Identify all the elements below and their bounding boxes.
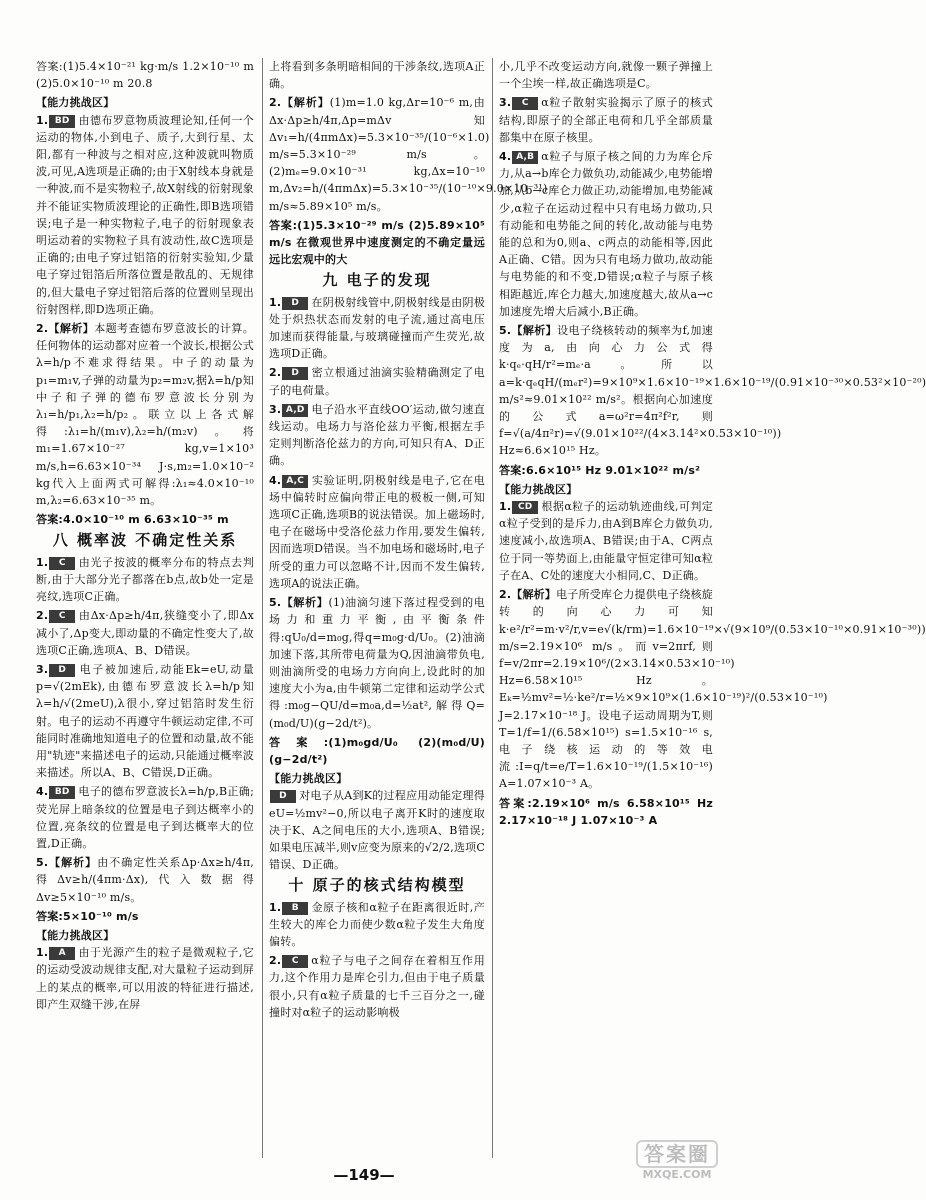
- item-text: 由于光源产生的粒子是微观粒子,它的运动受波动规律支配,对大量粒子运动到屏上的某点的概率,可以用波的特征进行描述,即产生双缝干涉,在屏: [36, 946, 254, 1011]
- answer-tag: A,D: [282, 404, 308, 417]
- question-number: 1.: [269, 295, 282, 309]
- question-item: [269, 472, 485, 592]
- question-item: [36, 607, 254, 659]
- analysis-label: 【解析】: [281, 596, 329, 610]
- question-item: [269, 401, 485, 470]
- answer-tag: BD: [49, 786, 75, 799]
- section-header: 【能力挑战区】: [36, 96, 115, 110]
- answer-line: 答案:(1)m₀gd/U₀ (2)(m₀d/U)(g−2d/t²): [269, 735, 485, 766]
- question-number: 1.: [36, 946, 49, 960]
- item-text: 电子被加速后,动能Ek=eU,动量p=√(2mEk),由德布罗意波长λ=h/p知λ=h/√(2meU),λ很小,穿过铝箔时发生衍射。电子的运动不再遵守牛顿运动定律,不可能同时准确地知道电子的位置和动量,故不能用"轨迹"来描述电子的运动,只能通过概率波来描述。所以A、B、C错误,D正确。: [36, 662, 254, 780]
- question-item: [269, 952, 485, 1021]
- answer-tag: B: [282, 902, 308, 915]
- answer-tag: C: [49, 557, 75, 570]
- question-item: [36, 58, 254, 92]
- column-right: [492, 58, 926, 1158]
- item-text: 由Δx·Δp≥h/4π,狭缝变小了,即Δx减小了,Δp变大,即动量的不确定性变大了,故选项C正确,选项A、B、D错误。: [36, 609, 254, 657]
- watermark-url: MXQE.COM: [642, 1168, 712, 1181]
- answer-tag: D: [49, 664, 75, 677]
- question-item: [269, 294, 485, 363]
- question-number: 4.: [36, 785, 49, 799]
- answer-tag: D: [282, 297, 308, 310]
- item-text: 密立根通过油滴实验精确测定了电子的电荷量。: [269, 366, 485, 397]
- item-text: 由不确定性关系Δp·Δx≥h/4π,得Δv≥h/(4πm·Δx),代入数据得Δv≥5×10⁻¹⁰ m/s。: [36, 856, 254, 904]
- answer-tag: D: [270, 790, 296, 803]
- question-number: 2.: [269, 954, 282, 968]
- section-header: 【能力挑战区】: [269, 772, 348, 786]
- question-number: 3.: [499, 96, 512, 110]
- question-number: 1.: [36, 113, 49, 127]
- question-item: [499, 322, 926, 460]
- item-text: 根据α粒子的运动轨迹曲线,可判定α粒子受到的是斥力,由A到B库仑力做负功,速度减小,故选项A、B错误;由于A、C两点位于同一等势面上,由能量守恒定律可知α粒子在A、C处的速度大小相同,C、D正确。: [499, 500, 713, 582]
- item-text: (1)油滴匀速下落过程受到的电场力和重力平衡,由平衡条件得:qU₀/d=m₀g,得q=m₀g·d/U₀。(2)油滴加速下落,其所带电荷量为Q,因油滴带负电,则油滴所受的电场力方向向上,设此时的加速度大小为a,由牛顿第二定律和运动学公式得:m₀g−QU/d=m₀a,d=½at²,解得Q=(m₀d/U)(g−2d/t²)。: [269, 596, 485, 730]
- question-item: [36, 783, 254, 852]
- item-text: α粒子散射实验揭示了原子的核式结构,即原子的全部正电荷和几乎全部质量都集中在原子核里。: [499, 96, 713, 144]
- answer-tag: C: [512, 97, 538, 110]
- question-number: 3.: [36, 662, 49, 676]
- item-text: 上将看到多条明暗相间的干涉条纹,选项A正确。: [269, 60, 485, 91]
- question-item: [269, 58, 485, 92]
- question-item: [36, 661, 254, 781]
- item-text: 电子沿水平直线OO′运动,做匀速直线运动。电场力与洛伦兹力平衡,根据左手定则判断洛伦兹力的方向,可知只有A、D正确。: [269, 402, 485, 468]
- analysis-label: 【解析】: [281, 96, 330, 110]
- question-item: [269, 787, 485, 873]
- question-item: [499, 58, 713, 92]
- question-number: 5.: [36, 856, 49, 870]
- answer-tag: A: [49, 947, 75, 960]
- question-number: 4.: [499, 150, 512, 164]
- question-item: [269, 594, 485, 732]
- question-number: 5.: [499, 324, 512, 338]
- question-item: [36, 944, 254, 1013]
- question-number: 2.: [499, 588, 512, 602]
- column-left: [36, 58, 254, 1158]
- page-number: —149—: [333, 1166, 395, 1184]
- question-item: [269, 899, 485, 951]
- question-item: [499, 498, 713, 584]
- question-number: 2.: [36, 322, 49, 336]
- question-number: 1.: [36, 555, 49, 569]
- question-item: [499, 586, 926, 792]
- question-number: 2.: [36, 609, 49, 623]
- question-number: 3.: [269, 402, 282, 416]
- watermark-logo: [636, 1140, 718, 1192]
- item-text: (1)m=1.0 kg,Δr=10⁻⁶ m,由Δx·Δp≥h/4π,Δp=mΔv知Δv₁=h/(4πmΔx)=5.3×10⁻³⁵/(10⁻⁶×1.0) m/s=5.3×10⁻²⁹ m/s。(2)mₑ=9.0×10⁻³¹ kg,Δx=10⁻¹⁰ m,Δv₂=h/(4πmΔx)=5.3×10⁻³⁵/(10⁻¹⁰×9.0×10⁻³¹) m/s≈5.89×10⁵ m/s。: [269, 96, 548, 213]
- question-item: [269, 364, 485, 398]
- analysis-label: 【解析】: [48, 322, 95, 336]
- item-text: 本题考查德布罗意波长的计算。任何物体的运动都对应着一个波长,根据公式λ=h/p不难求得结果。中子的动量为p₁=m₁v,子弹的动量为p₂=m₂v,据λ=h/p知中子和子弹的德布罗意波长分别为λ₁=h/p₁,λ₂=h/p₂。联立以上各式解得:λ₁=h/(m₁v),λ₂=h/(m₂v)。将m₁=1.67×10⁻²⁷ kg,v=1×10³ m/s,h=6.63×10⁻³⁴ J·s,m₂=1.0×10⁻² kg代入上面两式可解得:λ₁≈4.0×10⁻¹⁰ m,λ₂=6.63×10⁻³⁵ m。: [36, 322, 254, 508]
- item-text: 实验证明,阴极射线是电子,它在电场中偏转时应偏向带正电的极板一侧,可知选项C正确,选项B的说法错误。加上磁场时,电子在磁场中受洛伦兹力作用,要发生偏转,因而选项D错误。当不加电场和磁场时,电子所受的重力可以忽略不计,因而不发生偏转,选项A的说法正确。: [269, 473, 485, 590]
- answer-tag: BD: [49, 115, 75, 128]
- question-number: 2.: [269, 96, 282, 110]
- answer-tag: A,C: [282, 475, 308, 488]
- item-text: 由光子按波的概率分布的特点去判断,由于大部分光子都落在b点,故b处一定是亮纹,选项C正确。: [36, 555, 254, 604]
- item-text: 电子所受库仑力提供电子绕核旋转的向心力可知k·e²/r²=m·v²/r,v=e√(k/rm)=1.6×10⁻¹⁹×√(9×10⁹/(0.53×10⁻¹⁰×0.91×10⁻³⁰)) m/s=2.19×10⁶ m/s。而v=2πrf,则f=v/2πr=2.19×10⁶/(2×3.14×0.53×10⁻¹⁰) Hz=6.58×10¹⁵ Hz。Eₖ=½mv²=½·ke²/r=½×9×10⁹×(1.6×10⁻¹⁹)²/(0.53×10⁻¹⁰) J=2.17×10⁻¹⁸ J。设电子运动周期为T,则T=1/f=1/(6.58×10¹⁵) s=1.5×10⁻¹⁶ s,电子绕核运动的等效电流:I=q/t=e/T=1.6×10⁻¹⁹/(1.5×10⁻¹⁶) A=1.07×10⁻³ A。: [499, 588, 926, 791]
- analysis-label: 【解析】: [511, 588, 557, 602]
- question-number: 1.: [269, 900, 282, 914]
- question-number: 2.: [269, 366, 282, 380]
- watermark-text: 答案圈: [636, 1140, 718, 1168]
- answer-tag: CD: [512, 501, 538, 514]
- question-item: [36, 854, 254, 906]
- answer-tag: C: [282, 955, 308, 968]
- section-title: 九 电子的发现: [322, 271, 432, 290]
- answer-line: 答案:4.0×10⁻¹⁰ m 6.63×10⁻³⁵ m: [36, 513, 229, 527]
- question-item: [36, 554, 254, 606]
- item-text: 对电子从A到K的过程应用动能定理得eU=½mv²−0,所以电子离开K时的速度取决于K、A之间电压的大小,选项A、B错误;如果电压减半,则v应变为原来的√2/2,选项C错误、D正确。: [269, 789, 485, 872]
- answer-tag: A,B: [512, 151, 538, 164]
- question-item: [36, 112, 254, 318]
- answer-line: 答案:(1)5.3×10⁻²⁹ m/s (2)5.89×10⁵ m/s 在微观世界中速度测定的不确定量远远比宏观中的大: [269, 218, 485, 267]
- question-item: [36, 320, 254, 509]
- item-text: 答案:(1)5.4×10⁻²¹ kg·m/s 1.2×10⁻¹⁰ m (2)5.0×10⁻¹⁰ m 20.8: [36, 60, 254, 91]
- section-header: 【能力挑战区】: [499, 482, 578, 496]
- analysis-label: 【解析】: [511, 324, 558, 338]
- answer-line: 答案:5×10⁻¹⁰ m/s: [36, 909, 139, 923]
- section-title: 八 概率波 不确定性关系: [52, 531, 238, 550]
- item-text: α粒子与原子核之间的力为库仑斥力,从a→b库仑力做负功,动能减少,电势能增加,从b→c库仑力做正功,动能增加,电势能减少,α粒子在运动过程中只有电场力做功,只有动能和电势能之间的转化,故动能与电势能的总和为0,则a、c两点的动能相等,因此A正确、C错。因为只有电场力做功,故动能与电势能的和不变,D错误;α粒子与原子核相距越近,库仑力越大,加速度越大,故从a→c加速度先增大后减小,B正确。: [499, 150, 713, 318]
- item-text: 小,几乎不改变运动方向,就像一颗子弹撞上一个尘埃一样,故正确选项是C。: [499, 60, 713, 91]
- question-number: 4.: [269, 473, 282, 487]
- answer-tag: D: [282, 367, 308, 380]
- section-title: 十 原子的核式结构模型: [288, 876, 466, 895]
- answer-tag: C: [49, 610, 75, 623]
- answer-line: 答案:6.6×10¹⁵ Hz 9.01×10²² m/s²: [499, 463, 701, 477]
- item-text: α粒子与电子之间存在着相互作用力,这个作用力是库仑引力,但由于电子质量很小,只有α粒子质量的七千三百分之一,碰撞时对α粒子的运动影响极: [269, 954, 485, 1019]
- item-text: 设电子绕核转动的频率为f,加速度为a,由向心力公式得k·qₑ·qH/r²=mₑ·a。所以a=k·qₑqH/(mₑr²)=9×10⁹×1.6×10⁻¹⁹×1.6×10⁻¹⁹/(0.91×10⁻³⁰×0.53²×10⁻²⁰) m/s²≈9.01×10²² m/s²。根据向心加速度的公式a=ω²r=4π²f²r,则f=√(a/4π²r)=√(9.01×10²²/(4×3.14²×0.53×10⁻¹⁰)) Hz≈6.6×10¹⁵ Hz。: [499, 324, 926, 458]
- question-item: [499, 148, 713, 320]
- analysis-label: 【解析】: [48, 856, 98, 870]
- item-text: 电子的德布罗意波长λ=h/p,B正确;荧光屏上暗条纹的位置是电子到达概率小的位置,亮条纹的位置是电子到达概率大的位置,D正确。: [36, 785, 254, 850]
- question-number: 5.: [269, 596, 282, 610]
- item-text: 由德布罗意物质波理论知,任何一个运动的物体,小到电子、质子,大到行星、太阳,都有一种波与之相对应,这种波就叫物质波,可见,A选项是正确的;由于X射线本身就是一种波,而不是实物粒子,故X射线的衍射现象并不能证实物质波理论的正确性,即B选项错误;电子是一种实物粒子,电子的衍射现象表明运动着的实物粒子具有波动性,故C选项是正确的;由电子穿过铝箔的衍射实验知,少量电子穿过铝箔后所落位置是散乱的、无规律的,但大量电子穿过铝箔后落的位置则呈现出衍射图样,即D选项正确。: [36, 113, 254, 316]
- question-item: [499, 94, 713, 146]
- answer-line: 答案:2.19×10⁶ m/s 6.58×10¹⁵ Hz 2.17×10⁻¹⁸ J 1.07×10⁻³ A: [499, 796, 713, 827]
- item-text: 在阴极射线管中,阴极射线是由阴极处于炽热状态而发射的电子流,通过高电压加速而获得能量,与玻璃碰撞而产生荧光,故选项D正确。: [269, 295, 485, 361]
- question-number: 1.: [499, 500, 512, 514]
- section-header: 【能力挑战区】: [36, 928, 115, 942]
- item-text: 金原子核和α粒子在距离很近时,产生较大的库仑力而使少数α粒子发生大角度偏转。: [269, 900, 485, 948]
